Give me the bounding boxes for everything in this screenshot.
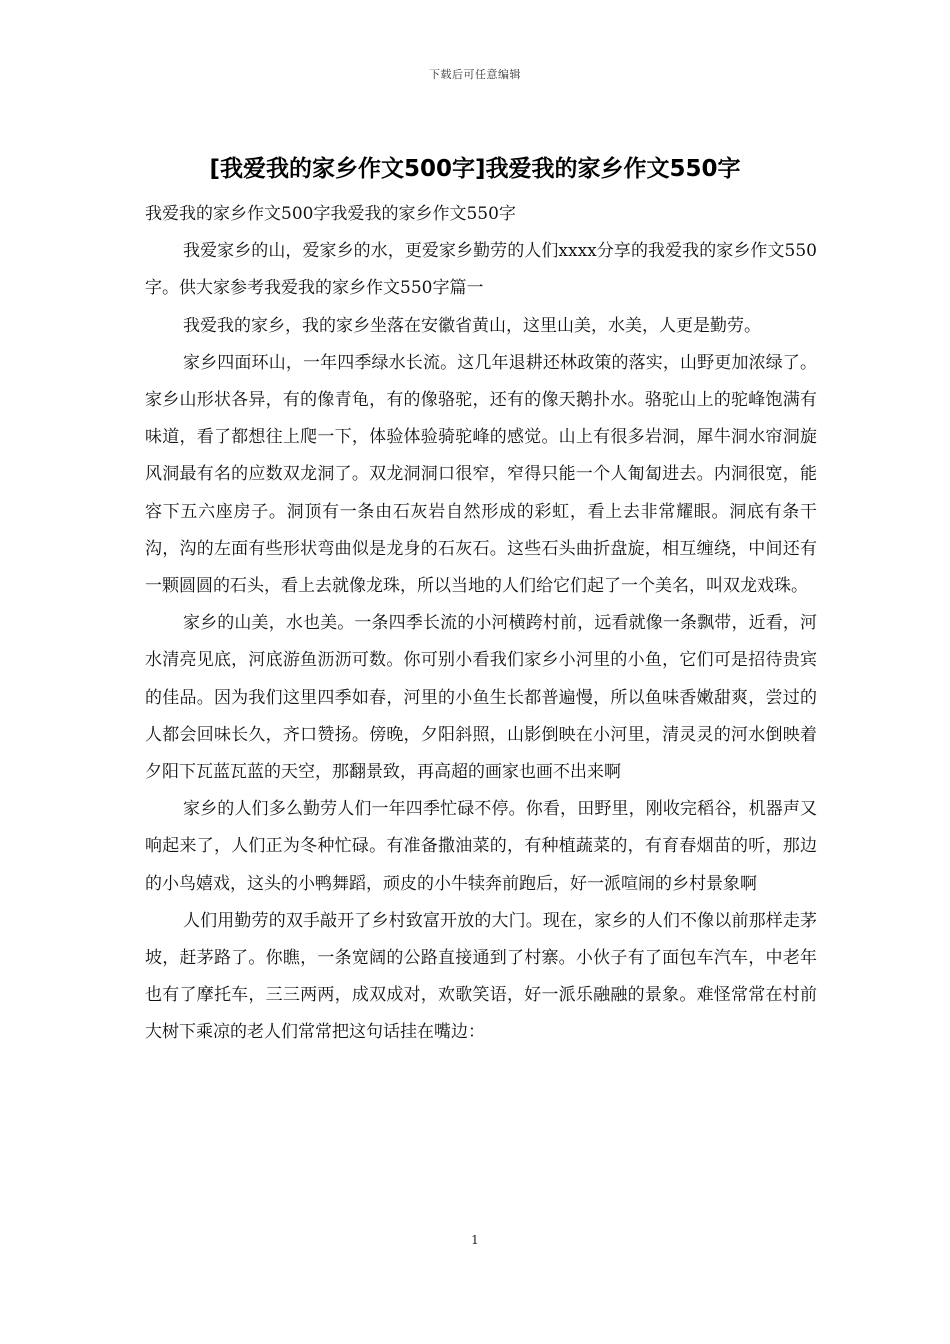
body-paragraph: 我爱我的家乡，我的家乡坐落在安徽省黄山，这里山美，水美，人更是勤劳。 xyxy=(183,315,761,336)
body-paragraph: 家乡的人们多么勤劳人们一年四季忙碌不停。你看，田野里，刚收完稻谷，机器声又响起来了，人们正为冬种忙碌。有准备撒油菜的，有种植蔬菜的，有育春烟苗的听，那边的小鸟嬉戏，这头的小鸭舞蹈，顽皮的小牛犊奔前跑后，好一派喧闹的乡村景象啊 xyxy=(145,799,817,894)
body-paragraph: 家乡四面环山，一年四季绿水长流。这几年退耕还林政策的落实，山野更加浓绿了。家乡山形状各异，有的像青龟，有的像骆驼，还有的像天鹅扑水。骆驼山上的驼峰饱满有味道，看了都想往上爬一下，体验体验骑驼峰的感觉。山上有很多岩洞，犀牛洞水帘洞旋风洞最有名的应数双龙洞了。双龙洞洞口很窄，窄得只能一个人匍匐进去。内洞很宽，能容下五六座房子。洞顶有一条由石灰岩自然形成的彩虹，看上去非常耀眼。洞底有条干沟，沟的左面有些形状弯曲似是龙身的石灰石。这些石头曲折盘旋，相互缠绕，中间还有一颗圆圆的石头，看上去就像龙珠，所以当地的人们给它们起了一个美名，叫双龙戏珠。 xyxy=(145,352,817,597)
document-title: [我爱我的家乡作文500字]我爱我的家乡作文550字 xyxy=(209,156,741,182)
document-body xyxy=(145,196,817,1052)
header-note: 下载后可任意编辑 xyxy=(429,68,521,81)
subtitle-paragraph: 我爱我的家乡作文500字我爱我的家乡作文550字 xyxy=(145,204,516,224)
body-paragraph: 我爱家乡的山，爱家乡的水，更爱家乡勤劳的人们xxxx分享的我爱我的家乡作文550字。供大家参考我爱我的家乡作文550字篇一 xyxy=(145,241,817,299)
page-number: 1 xyxy=(471,1233,479,1247)
body-paragraph: 家乡的山美，水也美。一条四季长流的小河横跨村前，远看就像一条飘带，近看，河水清亮见底，河底游鱼沥沥可数。你可别小看我们家乡小河里的小鱼，它们可是招待贵宾的佳品。因为我们这里四季如春，河里的小鱼生长都普遍慢，所以鱼味香嫩甜爽，尝过的人都会回味长久，齐口赞扬。傍晚，夕阳斜照，山影倒映在小河里，清灵灵的河水倒映着夕阳下瓦蓝瓦蓝的天空，那翻景致，再高超的画家也画不出来啊 xyxy=(145,613,817,783)
body-paragraph: 人们用勤劳的双手敲开了乡村致富开放的大门。现在，家乡的人们不像以前那样走茅坡，赶茅路了。你瞧，一条宽阔的公路直接通到了村寨。小伙子有了面包车汽车，中老年也有了摩托车，三三两两，成双成对，欢歌笑语，好一派乐融融的景象。难怪常常在村前大树下乘凉的老人们常常把这句话挂在嘴边： xyxy=(145,910,817,1043)
